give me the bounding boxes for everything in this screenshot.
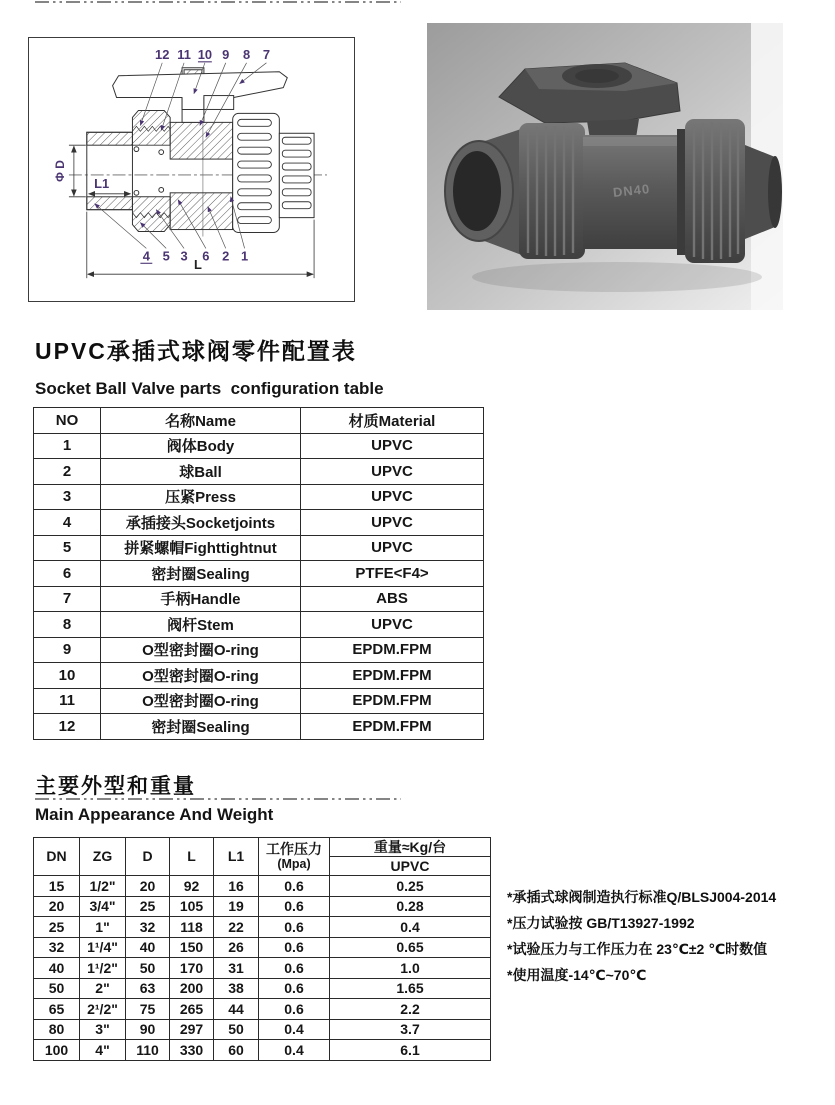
table-cell: 170 bbox=[170, 958, 214, 979]
table-cell: 4" bbox=[80, 1040, 126, 1061]
table-cell: 7 bbox=[34, 586, 101, 612]
table-row bbox=[34, 876, 491, 897]
col-header-dn: DN bbox=[34, 838, 80, 876]
callout-4: 4 bbox=[142, 248, 150, 264]
table-cell: 65 bbox=[34, 999, 80, 1020]
callout-7: 7 bbox=[262, 46, 271, 62]
table-cell: UPVC bbox=[301, 510, 484, 536]
table-cell: UPVC bbox=[301, 535, 484, 561]
table-cell: 200 bbox=[170, 978, 214, 999]
callout-12: 12 bbox=[155, 46, 170, 62]
table-cell: 1¹/4" bbox=[80, 937, 126, 958]
product-photo bbox=[427, 23, 783, 310]
valve-body-outline bbox=[87, 68, 314, 233]
table-cell: 0.4 bbox=[330, 917, 491, 938]
table-cell: 50 bbox=[34, 978, 80, 999]
col-header-l: L bbox=[170, 838, 214, 876]
parts-header-row bbox=[34, 408, 484, 434]
table-cell: 0.6 bbox=[259, 958, 330, 979]
table-cell: 118 bbox=[170, 917, 214, 938]
table-cell: 60 bbox=[214, 1040, 259, 1061]
table-cell: 11 bbox=[34, 688, 101, 714]
table-row bbox=[34, 510, 484, 536]
col-header-zg: ZG bbox=[80, 838, 126, 876]
table-cell: 6 bbox=[34, 561, 101, 587]
callout-5: 5 bbox=[162, 248, 170, 264]
section2-title-zh: 主要外型和重量 bbox=[35, 775, 196, 798]
separator-line-1 bbox=[35, 0, 401, 5]
note-temperature: *使用温度-14℃~70℃ bbox=[507, 967, 647, 983]
section1-title-en: Socket Ball Valve parts configuration table bbox=[35, 379, 384, 398]
table-cell: O型密封圈O-ring bbox=[101, 663, 301, 689]
table-cell: EPDM.FPM bbox=[301, 637, 484, 663]
note-test-condition: *试验压力与工作压力在 23℃±2 ℃时数值 bbox=[507, 941, 768, 957]
table-row bbox=[34, 1040, 491, 1061]
callout-2: 2 bbox=[222, 248, 230, 264]
photo-shadow bbox=[472, 262, 762, 292]
table-cell: 110 bbox=[126, 1040, 170, 1061]
callout-10: 10 bbox=[197, 46, 213, 62]
table-cell: PTFE<F4> bbox=[301, 561, 484, 587]
dim-label-l1: L1 bbox=[94, 175, 110, 191]
table-cell: 密封圈Sealing bbox=[101, 561, 301, 587]
table-cell: 2" bbox=[80, 978, 126, 999]
separator-line-2 bbox=[35, 797, 401, 802]
table-cell: ABS bbox=[301, 586, 484, 612]
dim-table-body bbox=[34, 876, 491, 1061]
table-cell: 阀体Body bbox=[101, 433, 301, 459]
parts-configuration-table bbox=[33, 407, 484, 740]
table-row bbox=[34, 937, 491, 958]
table-row bbox=[34, 978, 491, 999]
col-header-d: D bbox=[126, 838, 170, 876]
dim-label-phi-d: Φ D bbox=[52, 160, 67, 182]
table-cell: 44 bbox=[214, 999, 259, 1020]
table-cell: 1" bbox=[80, 917, 126, 938]
table-cell: 2.2 bbox=[330, 999, 491, 1020]
callout-6: 6 bbox=[202, 248, 210, 264]
table-cell: 32 bbox=[34, 937, 80, 958]
table-cell: 32 bbox=[126, 917, 170, 938]
table-row bbox=[34, 1019, 491, 1040]
table-cell: 20 bbox=[34, 896, 80, 917]
table-row bbox=[34, 459, 484, 485]
table-cell: 2 bbox=[34, 459, 101, 485]
table-cell: 12 bbox=[34, 714, 101, 740]
table-row bbox=[34, 586, 484, 612]
table-row bbox=[34, 612, 484, 638]
table-row bbox=[34, 637, 484, 663]
table-cell: 22 bbox=[214, 917, 259, 938]
table-cell: 0.6 bbox=[259, 917, 330, 938]
table-cell: 承插接头Socketjoints bbox=[101, 510, 301, 536]
table-row bbox=[34, 561, 484, 587]
table-cell: 63 bbox=[126, 978, 170, 999]
table-cell: 16 bbox=[214, 876, 259, 897]
table-cell: 3.7 bbox=[330, 1019, 491, 1040]
table-cell: 25 bbox=[34, 917, 80, 938]
table-cell: EPDM.FPM bbox=[301, 663, 484, 689]
table-cell: 0.6 bbox=[259, 876, 330, 897]
col-header-weight: 重量≈Kg/台 bbox=[330, 838, 491, 857]
table-cell: 90 bbox=[126, 1019, 170, 1040]
table-cell: 150 bbox=[170, 937, 214, 958]
parts-table-body bbox=[34, 433, 484, 739]
table-cell: 50 bbox=[126, 958, 170, 979]
table-cell: 38 bbox=[214, 978, 259, 999]
table-cell: 手柄Handle bbox=[101, 586, 301, 612]
table-cell: 80 bbox=[34, 1019, 80, 1040]
table-cell: 105 bbox=[170, 896, 214, 917]
table-cell: 0.6 bbox=[259, 999, 330, 1020]
col-header-l1: L1 bbox=[214, 838, 259, 876]
col-header-pressure bbox=[259, 838, 330, 876]
table-cell: 19 bbox=[214, 896, 259, 917]
table-cell: 10 bbox=[34, 663, 101, 689]
table-cell: 0.6 bbox=[259, 937, 330, 958]
table-cell: 3" bbox=[80, 1019, 126, 1040]
footnotes bbox=[507, 884, 776, 988]
table-cell: O型密封圈O-ring bbox=[101, 637, 301, 663]
table-cell: EPDM.FPM bbox=[301, 714, 484, 740]
callout-1: 1 bbox=[241, 248, 249, 264]
callout-3: 3 bbox=[180, 248, 188, 264]
table-cell: 5 bbox=[34, 535, 101, 561]
cross-section-svg bbox=[29, 38, 354, 301]
col-header-no: NO bbox=[34, 408, 101, 434]
table-cell: EPDM.FPM bbox=[301, 688, 484, 714]
table-cell: 2¹/2" bbox=[80, 999, 126, 1020]
table-cell: UPVC bbox=[301, 484, 484, 510]
table-row bbox=[34, 433, 484, 459]
table-cell: 92 bbox=[170, 876, 214, 897]
table-row bbox=[34, 917, 491, 938]
table-row bbox=[34, 714, 484, 740]
table-cell: 0.4 bbox=[259, 1019, 330, 1040]
table-cell: 0.28 bbox=[330, 896, 491, 917]
note-standard: *承插式球阀制造执行标准Q/BLSJ004-2014 bbox=[507, 889, 777, 905]
table-cell: 0.6 bbox=[259, 978, 330, 999]
table-cell: 1¹/2" bbox=[80, 958, 126, 979]
callout-11: 11 bbox=[177, 46, 191, 62]
table-cell: 8 bbox=[34, 612, 101, 638]
table-cell: 0.4 bbox=[259, 1040, 330, 1061]
note-pressure-test: *压力试验按 GB/T13927-1992 bbox=[507, 915, 695, 931]
table-cell: 1 bbox=[34, 433, 101, 459]
table-cell: 阀杆Stem bbox=[101, 612, 301, 638]
table-cell: 330 bbox=[170, 1040, 214, 1061]
table-cell: 3 bbox=[34, 484, 101, 510]
table-cell: 20 bbox=[126, 876, 170, 897]
table-cell: 25 bbox=[126, 896, 170, 917]
table-cell: 50 bbox=[214, 1019, 259, 1040]
section2-title-en: Main Appearance And Weight bbox=[35, 805, 274, 824]
valve-cross-section-drawing bbox=[28, 37, 355, 302]
table-row bbox=[34, 958, 491, 979]
table-cell: 100 bbox=[34, 1040, 80, 1061]
table-cell: 1.0 bbox=[330, 958, 491, 979]
product-photo-svg bbox=[427, 23, 783, 310]
callout-9: 9 bbox=[222, 46, 230, 62]
table-row bbox=[34, 484, 484, 510]
table-row bbox=[34, 896, 491, 917]
callout-8: 8 bbox=[242, 46, 251, 62]
table-cell: UPVC bbox=[301, 433, 484, 459]
col-header-material: 材质Material bbox=[301, 408, 484, 434]
table-cell: 6.1 bbox=[330, 1040, 491, 1061]
table-cell: 0.6 bbox=[259, 896, 330, 917]
table-cell: 密封圈Sealing bbox=[101, 714, 301, 740]
dim-header-row-1 bbox=[34, 838, 491, 857]
table-cell: 75 bbox=[126, 999, 170, 1020]
table-cell: 40 bbox=[34, 958, 80, 979]
dim-label-l: L bbox=[194, 257, 202, 273]
table-cell: O型密封圈O-ring bbox=[101, 688, 301, 714]
table-cell: 297 bbox=[170, 1019, 214, 1040]
table-cell: 9 bbox=[34, 637, 101, 663]
table-cell: UPVC bbox=[301, 459, 484, 485]
valve-marking: DN40 bbox=[612, 181, 651, 200]
table-cell: 26 bbox=[214, 937, 259, 958]
col-header-name: 名称Name bbox=[101, 408, 301, 434]
table-cell: 4 bbox=[34, 510, 101, 536]
table-cell: 0.25 bbox=[330, 876, 491, 897]
pressure-unit: (Mpa) bbox=[277, 857, 311, 872]
table-row bbox=[34, 999, 491, 1020]
table-cell: 球Ball bbox=[101, 459, 301, 485]
table-cell: UPVC bbox=[301, 612, 484, 638]
table-cell: 拼紧螺帽Fighttightnut bbox=[101, 535, 301, 561]
table-cell: 265 bbox=[170, 999, 214, 1020]
table-cell: 3/4" bbox=[80, 896, 126, 917]
table-row bbox=[34, 688, 484, 714]
table-cell: 40 bbox=[126, 937, 170, 958]
table-row bbox=[34, 663, 484, 689]
section1-title-zh: UPVC承插式球阀零件配置表 bbox=[35, 338, 357, 364]
dimensions-weight-table bbox=[33, 837, 491, 1061]
table-cell: 15 bbox=[34, 876, 80, 897]
table-cell: 1/2" bbox=[80, 876, 126, 897]
table-cell: 1.65 bbox=[330, 978, 491, 999]
pressure-label: 工作压力 bbox=[266, 840, 322, 857]
col-header-weight-upvc: UPVC bbox=[330, 857, 491, 876]
table-cell: 压紧Press bbox=[101, 484, 301, 510]
table-cell: 0.65 bbox=[330, 937, 491, 958]
table-cell: 31 bbox=[214, 958, 259, 979]
table-row bbox=[34, 535, 484, 561]
